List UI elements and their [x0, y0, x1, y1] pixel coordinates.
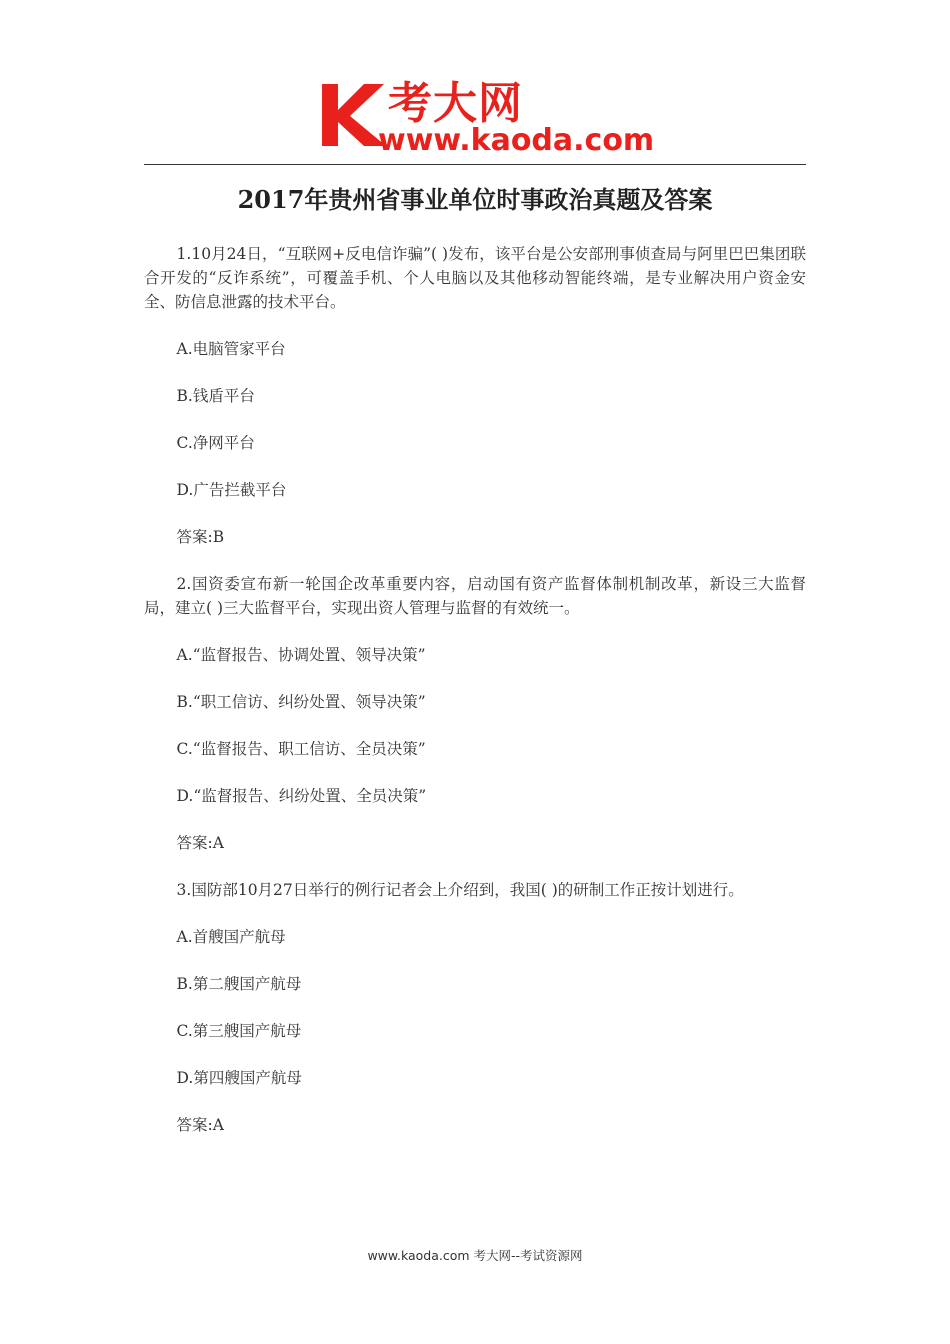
question-answer: 答案:A: [176, 834, 224, 852]
question-option: C.净网平台: [176, 434, 255, 452]
question-stem: 2.国资委宣布新一轮国企改革重要内容，启动国有资产监督体制机制改革，新设三大监督局，建立( )三大监督平台，实现出资人管理与监督的有效统一。: [144, 575, 806, 617]
document-body: [144, 242, 806, 1160]
question-option: C.第三艘国产航母: [176, 1022, 302, 1040]
logo-name: 考大网: [388, 78, 523, 129]
question-stem: 3.国防部10月27日举行的例行记者会上介绍到，我国( )的研制工作正按计划进行。: [176, 881, 744, 899]
question-option: B.钱盾平台: [176, 387, 255, 405]
question-option: C.“监督报告、职工信访、全员决策”: [176, 740, 426, 758]
question-option: A.首艘国产航母: [176, 928, 286, 946]
question-option: D.广告拦截平台: [176, 481, 287, 499]
question-stem: 1.10月24日，“互联网+反电信诈骗”( )发布，该平台是公安部刑事侦查局与阿里巴巴集团联合开发的“反诈系统”，可覆盖手机、个人电脑以及其他移动智能终端，是专业解决用户资金安全、防信息泄露的技术平台。: [144, 245, 806, 311]
question-option: B.“职工信访、纠纷处置、领导决策”: [176, 693, 426, 711]
question-option: B.第二艘国产航母: [176, 975, 302, 993]
question-option: D.第四艘国产航母: [176, 1069, 302, 1087]
header-divider: [144, 164, 806, 165]
document-title: 2017年贵州省事业单位时事政治真题及答案: [237, 185, 713, 214]
question-option: A.“监督报告、协调处置、领导决策”: [176, 646, 426, 664]
page-footer: www.kaoda.com 考大网--考试资源网: [367, 1248, 583, 1263]
question-answer: 答案:B: [176, 528, 225, 546]
question-answer: 答案:A: [176, 1116, 224, 1134]
question-option: D.“监督报告、纠纷处置、全员决策”: [176, 787, 427, 805]
site-logo: [318, 78, 655, 160]
question-option: A.电脑管家平台: [176, 340, 286, 358]
logo-url: www.kaoda.com: [378, 123, 655, 158]
